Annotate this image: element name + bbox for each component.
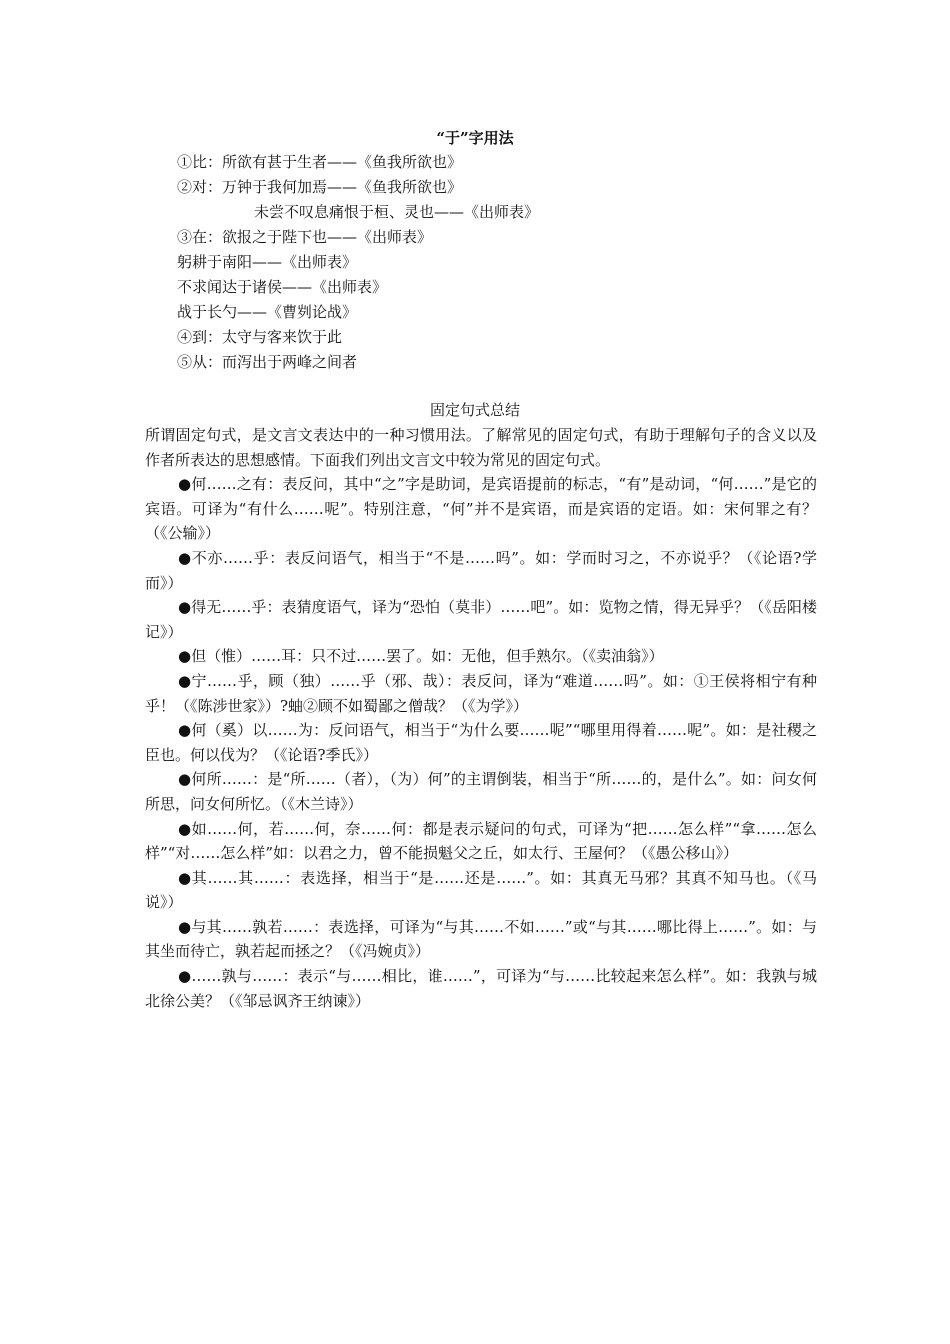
list-item: ①比：所欲有甚于生者——《鱼我所欲也》 [177,153,463,171]
pattern-item: ●何（奚）以……为：反问语气，相当于“为什么要……呢”“哪里用得着……呢”。如：是社稷之臣也。何以伐为？（《论语?季氏》） [145,721,817,764]
list-item: 未尝不叹息痛恨于桓、灵也——《出师表》 [254,203,540,221]
list-item: 躬耕于南阳——《出师表》 [177,253,358,271]
section-title-yu-usage: “于”字用法 [436,129,514,147]
list-item: 战于长勺——《曹刿论战》 [177,303,358,321]
intro-paragraph: 所谓固定句式，是文言文表达中的一种习惯用法。了解常见的固定句式，有助于理解句子的含义以及作者所表达的思想感情。下面我们列出文言文中较为常见的固定句式。 [145,426,817,469]
pattern-item: ●宁……乎，顾（独）……乎（邪、哉）：表反问，译为“难道……吗”。如：①王侯将相宁有种乎！（《陈涉世家》）?蚰②顾不如蜀鄙之僧哉？（《为学》） [145,671,817,715]
yu-usage-list [177,150,817,375]
list-item: ②对：万钟于我何加焉——《鱼我所欲也》 [177,178,463,196]
list-item: ⑤从：而泻出于两峰之间者 [177,353,358,371]
pattern-item: ●不亦……乎：表反问语气，相当于“不是……吗”。如：学而时习之，不亦说乎？（《论语?学而》） [145,548,817,592]
list-item: 不求闻达于诸侯——《出师表》 [177,278,388,296]
list-item: ④到：太守与客来饮于此 [177,328,343,346]
pattern-item: ●得无……乎：表猜度语气，译为“恐怕（莫非）……吧”。如：览物之情，得无异乎？（《岳阳楼记》） [145,598,817,641]
fixed-patterns-body [145,423,817,1013]
pattern-item: ●……孰与……：表示“与……相比，谁……”，可译为“与……比较起来怎么样”。如：我孰与城北徐公美？（《邹忌讽齐王纳谏》） [145,967,817,1010]
pattern-item: ●何……之有：表反问，其中“之”字是助词，是宾语提前的标志，“有”是动词，“何……”是它的宾语。可译为“有什么……呢”。特别注意，“何”并不是宾语，而是宾语的定语。如：宋何罪之有？（《公输》） [145,475,817,543]
pattern-item: ●何所……：是“所……（者），（为）何”的主谓倒装，相当于“所……的，是什么”。如：问女何所思，问女何所忆。（《木兰诗》） [145,770,817,813]
section-title-fixed-patterns: 固定句式总结 [429,401,520,419]
pattern-item: ●但（惟）……耳：只不过……罢了。如：无他，但手熟尔。（《卖油翁》） [178,647,664,666]
pattern-item: ●如……何，若……何，奈……何：都是表示疑问的句式，可译为“把……怎么样”“拿……怎么样”“对……怎么样”如：以君之力，曾不能损魁父之丘，如太行、王屋何？（《愚公移山》） [145,819,817,863]
list-item: ③在：欲报之于陛下也——《出师表》 [177,228,433,246]
pattern-item: ●与其……孰若……：表选择，可译为“与其……不如……”或“与其……哪比得上……”。如：与其坐而待亡，孰若起而拯之？（《冯婉贞》） [145,917,817,961]
pattern-item: ●其……其……：表选择，相当于“是……还是……”。如：其真无马邪？其真不知马也。（《马说》） [145,868,817,912]
